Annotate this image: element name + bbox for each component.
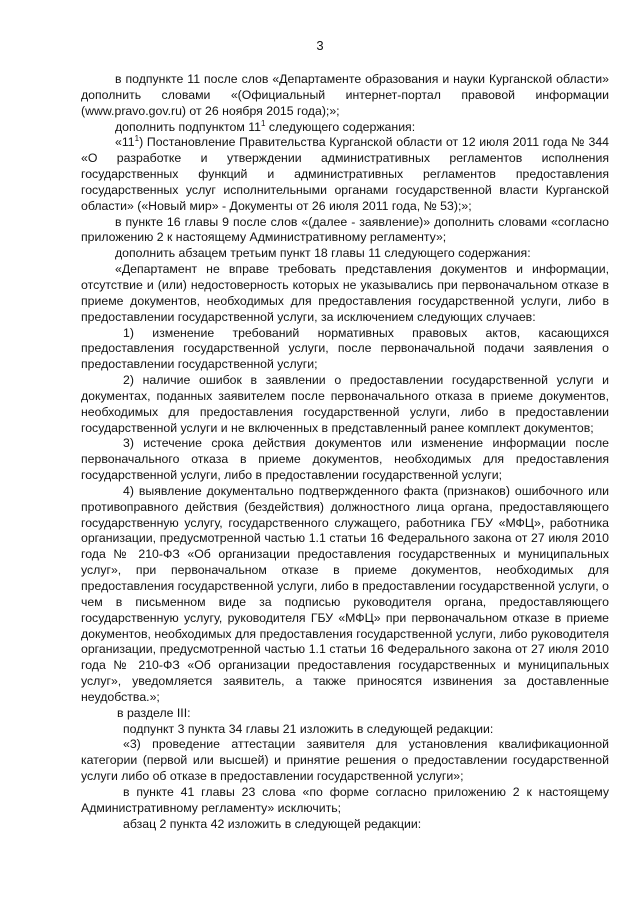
list-item-1: 1) изменение требований нормативных правовых актов, касающихся предоставления государственной услуги, после первоначальной подачи заявления о предоставлении государственной услуги;	[81, 325, 609, 372]
paragraph-add-third-abzac: дополнить абзацем третьим пункт 18 главы 11 следующего содержания:	[115, 246, 531, 261]
superscript-mark: 1	[134, 134, 140, 144]
page-number: 3	[316, 38, 324, 53]
paragraph-resolution-start: «11	[115, 135, 135, 150]
document-body	[81, 72, 609, 833]
paragraph-clause-41: в пункте 41 главы 23 слова «по форме согласно приложению 2 к настоящему Административному регламенту» исключить;	[81, 784, 609, 815]
list-item-2: 2) наличие ошибок в заявлении о предоставлении государственной услуги и документах, поданных заявителем после первоначального отказа в приеме документов, необходимых для предоставления государственной услуги, либо в предоставлении государственной услуги и не включенных в представленный ранее комплект документов;	[81, 373, 609, 435]
paragraph-clause-42: абзац 2 пункта 42 изложить в следующей редакции:	[123, 816, 422, 831]
list-item-3: 3) истечение срока действия документов или изменение информации после первоначального отказа в приеме документов, необходимых для предоставления государственной услуги, либо в предоставлении государственной услуги;	[81, 436, 609, 483]
superscript-mark: 1	[261, 118, 266, 128]
paragraph-resolution-quote	[81, 135, 609, 214]
paragraph-clause-16: в пункте 16 главы 9 после слов «(далее - заявление)» дополнить словами «согласно приложению 2 к настоящему Административному регламенту»;	[81, 214, 609, 245]
paragraph-section-3: в разделе III:	[117, 705, 191, 720]
paragraph-add-subclause-tail: следующего содержания:	[265, 119, 416, 134]
paragraph-department-rule: «Департамент не вправе требовать представления документов и информации, отсутствие и (или) недостоверность которых не указывались при первоначальном отказе в приеме документов, необходимых для предоставления государственной услуги, либо в предоставлении государственной услуги, за исключением следующих случаев:	[81, 262, 609, 324]
list-item-4: 4) выявление документально подтвержденного факта (признаков) ошибочного или противоправного действия (бездействия) должностного лица органа, предоставляющего государственную услугу, государственного служащего, работника ГБУ «МФЦ», работника организации, предусмотренной частью 1.1 статьи 16 Федерального закона от 27 июля 2010 года № 210-ФЗ «Об организации предоставления государственных и муниципальных услуг», при первоначальном отказе в приеме документов, необходимых для предоставления государственной услуги, либо в предоставлении государственной услуги, о чем в письменном виде за подписью руководителя органа, предоставляющего государственную услугу, руководителя ГБУ «МФЦ» при первоначальном отказе в приеме документов, необходимых для предоставления государственной услуги, либо руководителя организации, предусмотренной частью 1.1 статьи 16 Федерального закона от 27 июля 2010 года № 210-ФЗ «Об организации предоставления государственных и муниципальных услуг», уведомляется заявитель, а также приносятся извинения за доставленные неудобства.»;	[81, 483, 609, 704]
paragraph-attestation: «3) проведение аттестации заявителя для установления квалификационной категории (первой или высшей) и принятие решения о предоставлении государственной услуги либо об отказе в предоставлении государственной услуги»;	[81, 737, 609, 784]
paragraph-add-subclause-text: дополнить подпунктом 11	[115, 119, 262, 134]
paragraph-subclause-3: подпункт 3 пункта 34 главы 21 изложить в следующей редакции:	[123, 721, 494, 736]
paragraph-subclause-11: в подпункте 11 после слов «Департаменте образования и науки Курганской области» дополнить словами «(Официальный интернет-портал правовой информации (www.pravo.gov.ru) от 26 ноября 2015 года);»;	[81, 72, 609, 118]
paragraph-add-subclause	[81, 120, 609, 136]
paragraph-resolution-text: ) Постановление Правительства Курганской области от 12 июля 2011 года № 344 «О разработке и утверждении административных регламентов исполнения государственных функций и административных регламентов предоставления государственных услуг исполнительными органами государственной власти Курганской области» («Новый мир» - Документы от 26 июля 2011 года, № 53);»;	[81, 135, 609, 213]
